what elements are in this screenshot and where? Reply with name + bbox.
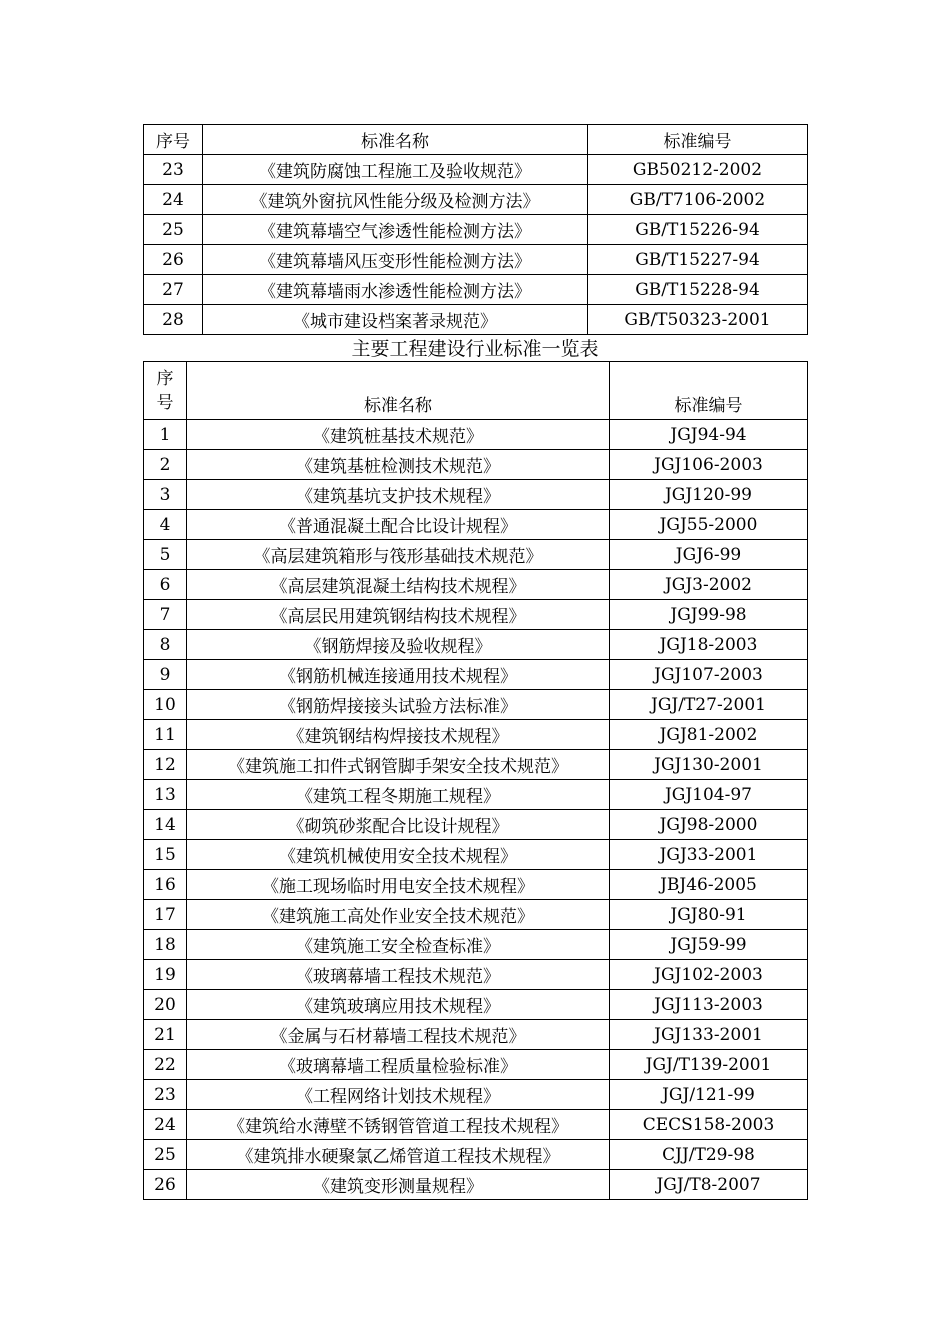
- cell-name: 《建筑给水薄壁不锈钢管管道工程技术规程》: [187, 1110, 610, 1140]
- table-row: [144, 245, 808, 275]
- cell-seq: 26: [144, 1170, 187, 1200]
- table-row: [144, 990, 808, 1020]
- cell-code: GB50212-2002: [588, 155, 808, 185]
- table-row: [144, 840, 808, 870]
- table-row: [144, 155, 808, 185]
- cell-code: JGJ98-2000: [610, 810, 808, 840]
- cell-name: 《玻璃幕墙工程质量检验标准》: [187, 1050, 610, 1080]
- cell-code: GB/T15227-94: [588, 245, 808, 275]
- cell-seq: 23: [144, 155, 203, 185]
- table-row: [144, 420, 808, 450]
- table-row: [144, 750, 808, 780]
- cell-name: 《建筑基坑支护技术规程》: [187, 480, 610, 510]
- table-row: [144, 570, 808, 600]
- cell-seq: 25: [144, 1140, 187, 1170]
- cell-code: GB/T15226-94: [588, 215, 808, 245]
- standards-table-2: [143, 361, 808, 1200]
- cell-seq: 9: [144, 660, 187, 690]
- cell-name: 《建筑机械使用安全技术规程》: [187, 840, 610, 870]
- header-name: 标准名称: [203, 125, 588, 155]
- cell-code: JGJ113-2003: [610, 990, 808, 1020]
- header-seq-label: 序号: [156, 368, 174, 413]
- cell-seq: 18: [144, 930, 187, 960]
- cell-code: GB/T15228-94: [588, 275, 808, 305]
- cell-code: JGJ107-2003: [610, 660, 808, 690]
- cell-code: GB/T50323-2001: [588, 305, 808, 335]
- cell-code: JGJ130-2001: [610, 750, 808, 780]
- table-row: [144, 510, 808, 540]
- cell-code: CECS158-2003: [610, 1110, 808, 1140]
- table-row: [144, 720, 808, 750]
- cell-seq: 23: [144, 1080, 187, 1110]
- cell-seq: 27: [144, 275, 203, 305]
- cell-code: JGJ106-2003: [610, 450, 808, 480]
- cell-code: CJJ/T29-98: [610, 1140, 808, 1170]
- table-row: [144, 1140, 808, 1170]
- cell-name: 《建筑幕墙风压变形性能检测方法》: [203, 245, 588, 275]
- cell-code: JGJ3-2002: [610, 570, 808, 600]
- cell-name: 《钢筋焊接接头试验方法标准》: [187, 690, 610, 720]
- table-row: [144, 690, 808, 720]
- cell-seq: 28: [144, 305, 203, 335]
- cell-seq: 7: [144, 600, 187, 630]
- table-row: [144, 450, 808, 480]
- header-seq: 序号: [144, 125, 203, 155]
- cell-code: JGJ104-97: [610, 780, 808, 810]
- table-row: [144, 1110, 808, 1140]
- cell-name: 《建筑基桩检测技术规范》: [187, 450, 610, 480]
- standards-table-1: [143, 124, 808, 335]
- cell-seq: 13: [144, 780, 187, 810]
- table-row: [144, 540, 808, 570]
- cell-seq: 19: [144, 960, 187, 990]
- cell-seq: 5: [144, 540, 187, 570]
- cell-name: 《建筑幕墙空气渗透性能检测方法》: [203, 215, 588, 245]
- table-row: [144, 630, 808, 660]
- table-row: [144, 1020, 808, 1050]
- cell-seq: 15: [144, 840, 187, 870]
- cell-name: 《建筑排水硬聚氯乙烯管道工程技术规程》: [187, 1140, 610, 1170]
- cell-seq: 24: [144, 185, 203, 215]
- cell-seq: 25: [144, 215, 203, 245]
- table-row: [144, 480, 808, 510]
- cell-code: JGJ94-94: [610, 420, 808, 450]
- table-row: [144, 900, 808, 930]
- cell-code: JGJ/T139-2001: [610, 1050, 808, 1080]
- cell-seq: 11: [144, 720, 187, 750]
- cell-seq: 8: [144, 630, 187, 660]
- cell-name: 《建筑幕墙雨水渗透性能检测方法》: [203, 275, 588, 305]
- cell-code: GB/T7106-2002: [588, 185, 808, 215]
- cell-name: 《高层建筑箱形与筏形基础技术规范》: [187, 540, 610, 570]
- table-row: [144, 810, 808, 840]
- cell-name: 《建筑工程冬期施工规程》: [187, 780, 610, 810]
- table-header-row: [144, 362, 808, 420]
- header-seq: [144, 362, 187, 420]
- header-code: 标准编号: [610, 362, 808, 420]
- cell-seq: 21: [144, 1020, 187, 1050]
- cell-code: JGJ102-2003: [610, 960, 808, 990]
- cell-code: JGJ99-98: [610, 600, 808, 630]
- table-row: [144, 1080, 808, 1110]
- cell-code: JGJ59-99: [610, 930, 808, 960]
- cell-seq: 17: [144, 900, 187, 930]
- cell-code: JGJ/T8-2007: [610, 1170, 808, 1200]
- cell-name: 《金属与石材幕墙工程技术规范》: [187, 1020, 610, 1050]
- cell-name: 《工程网络计划技术规程》: [187, 1080, 610, 1110]
- table-row: [144, 305, 808, 335]
- cell-seq: 26: [144, 245, 203, 275]
- cell-seq: 16: [144, 870, 187, 900]
- cell-name: 《高层民用建筑钢结构技术规程》: [187, 600, 610, 630]
- cell-name: 《高层建筑混凝土结构技术规程》: [187, 570, 610, 600]
- cell-name: 《建筑外窗抗风性能分级及检测方法》: [203, 185, 588, 215]
- cell-name: 《建筑钢结构焊接技术规程》: [187, 720, 610, 750]
- cell-code: JGJ18-2003: [610, 630, 808, 660]
- cell-seq: 10: [144, 690, 187, 720]
- cell-name: 《城市建设档案著录规范》: [203, 305, 588, 335]
- cell-seq: 12: [144, 750, 187, 780]
- cell-name: 《建筑施工高处作业安全技术规范》: [187, 900, 610, 930]
- cell-name: 《施工现场临时用电安全技术规程》: [187, 870, 610, 900]
- standards-table-2-body: [144, 362, 808, 1200]
- cell-name: 《建筑防腐蚀工程施工及验收规范》: [203, 155, 588, 185]
- table-row: [144, 660, 808, 690]
- cell-name: 《建筑变形测量规程》: [187, 1170, 610, 1200]
- cell-code: JGJ6-99: [610, 540, 808, 570]
- cell-name: 《建筑玻璃应用技术规程》: [187, 990, 610, 1020]
- cell-code: JGJ/121-99: [610, 1080, 808, 1110]
- cell-code: JGJ80-91: [610, 900, 808, 930]
- cell-code: JGJ133-2001: [610, 1020, 808, 1050]
- table-row: [144, 780, 808, 810]
- table-row: [144, 960, 808, 990]
- cell-seq: 22: [144, 1050, 187, 1080]
- cell-name: 《钢筋焊接及验收规程》: [187, 630, 610, 660]
- table-row: [144, 930, 808, 960]
- cell-code: JGJ/T27-2001: [610, 690, 808, 720]
- cell-seq: 1: [144, 420, 187, 450]
- cell-seq: 6: [144, 570, 187, 600]
- standards-table-1-body: [144, 125, 808, 335]
- cell-name: 《钢筋机械连接通用技术规程》: [187, 660, 610, 690]
- cell-name: 《建筑施工安全检查标准》: [187, 930, 610, 960]
- table-row: [144, 275, 808, 305]
- cell-code: JGJ120-99: [610, 480, 808, 510]
- table-row: [144, 870, 808, 900]
- cell-code: JGJ55-2000: [610, 510, 808, 540]
- cell-code: JGJ33-2001: [610, 840, 808, 870]
- cell-seq: 14: [144, 810, 187, 840]
- table-row: [144, 185, 808, 215]
- table-row: [144, 1170, 808, 1200]
- cell-seq: 3: [144, 480, 187, 510]
- table-row: [144, 215, 808, 245]
- cell-code: JGJ81-2002: [610, 720, 808, 750]
- cell-seq: 2: [144, 450, 187, 480]
- cell-name: 《砌筑砂浆配合比设计规程》: [187, 810, 610, 840]
- table-row: [144, 600, 808, 630]
- table-row: [144, 1050, 808, 1080]
- header-name: 标准名称: [187, 362, 610, 420]
- cell-seq: 20: [144, 990, 187, 1020]
- header-code: 标准编号: [588, 125, 808, 155]
- section-title: 主要工程建设行业标准一览表: [351, 338, 599, 360]
- cell-seq: 4: [144, 510, 187, 540]
- cell-seq: 24: [144, 1110, 187, 1140]
- cell-name: 《建筑施工扣件式钢管脚手架安全技术规范》: [187, 750, 610, 780]
- table-header-row: [144, 125, 808, 155]
- cell-name: 《玻璃幕墙工程技术规范》: [187, 960, 610, 990]
- cell-name: 《普通混凝土配合比设计规程》: [187, 510, 610, 540]
- cell-code: JBJ46-2005: [610, 870, 808, 900]
- cell-name: 《建筑桩基技术规范》: [187, 420, 610, 450]
